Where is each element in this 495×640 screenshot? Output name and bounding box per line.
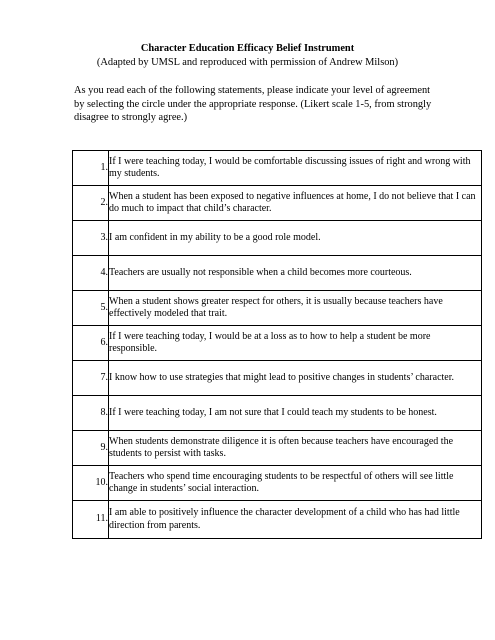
title-block (0, 42, 495, 70)
item-number: 4. (73, 256, 109, 291)
item-number: 3. (73, 221, 109, 256)
document-subtitle: (Adapted by UMSL and reproduced with permission of Andrew Milson) (96, 57, 399, 68)
item-number: 5. (73, 291, 109, 326)
document-title: Character Education Efficacy Belief Instrument (140, 43, 355, 54)
item-number: 6. (73, 326, 109, 361)
item-statement: If I were teaching today, I am not sure that I could teach my students to be honest. (109, 396, 482, 431)
survey-item-row (73, 326, 482, 361)
item-number: 9. (73, 431, 109, 466)
item-statement: When students demonstrate diligence it is often because teachers have encouraged the students to persist with tasks. (109, 431, 482, 466)
item-statement: I am confident in my ability to be a good role model. (109, 221, 482, 256)
item-number: 10. (73, 466, 109, 501)
survey-item-row (73, 361, 482, 396)
survey-item-row (73, 501, 482, 539)
survey-items-table (72, 150, 482, 539)
survey-item-row (73, 431, 482, 466)
item-number: 7. (73, 361, 109, 396)
item-statement: If I were teaching today, I would be at a loss as to how to help a student be more responsible. (109, 326, 482, 361)
item-statement: When a student has been exposed to negative influences at home, I do not believe that I can do much to impact that child’s character. (109, 186, 482, 221)
item-number: 8. (73, 396, 109, 431)
item-statement: When a student shows greater respect for others, it is usually because teachers have effectively modeled that trait. (109, 291, 482, 326)
item-number: 11. (73, 501, 109, 539)
item-number: 2. (73, 186, 109, 221)
item-statement: Teachers who spend time encouraging students to be respectful of others will see little change in students’ social interaction. (109, 466, 482, 501)
item-statement: I know how to use strategies that might lead to positive changes in students’ character. (109, 361, 482, 396)
item-statement: Teachers are usually not responsible when a child becomes more courteous. (109, 256, 482, 291)
survey-item-row (73, 466, 482, 501)
instructions-paragraph: As you read each of the following statements, please indicate your level of agreement by selecting the circle under the appropriate response. (Likert scale 1-5, from strongly disagree to strongly agree.) (74, 85, 432, 123)
survey-item-row (73, 256, 482, 291)
item-statement: If I were teaching today, I would be comfortable discussing issues of right and wrong with my students. (109, 151, 482, 186)
item-statement: I am able to positively influence the character development of a child who has had little direction from parents. (109, 501, 482, 539)
survey-item-row (73, 291, 482, 326)
item-number: 1. (73, 151, 109, 186)
survey-item-row (73, 151, 482, 186)
survey-item-row (73, 221, 482, 256)
survey-item-row (73, 396, 482, 431)
survey-item-row (73, 186, 482, 221)
